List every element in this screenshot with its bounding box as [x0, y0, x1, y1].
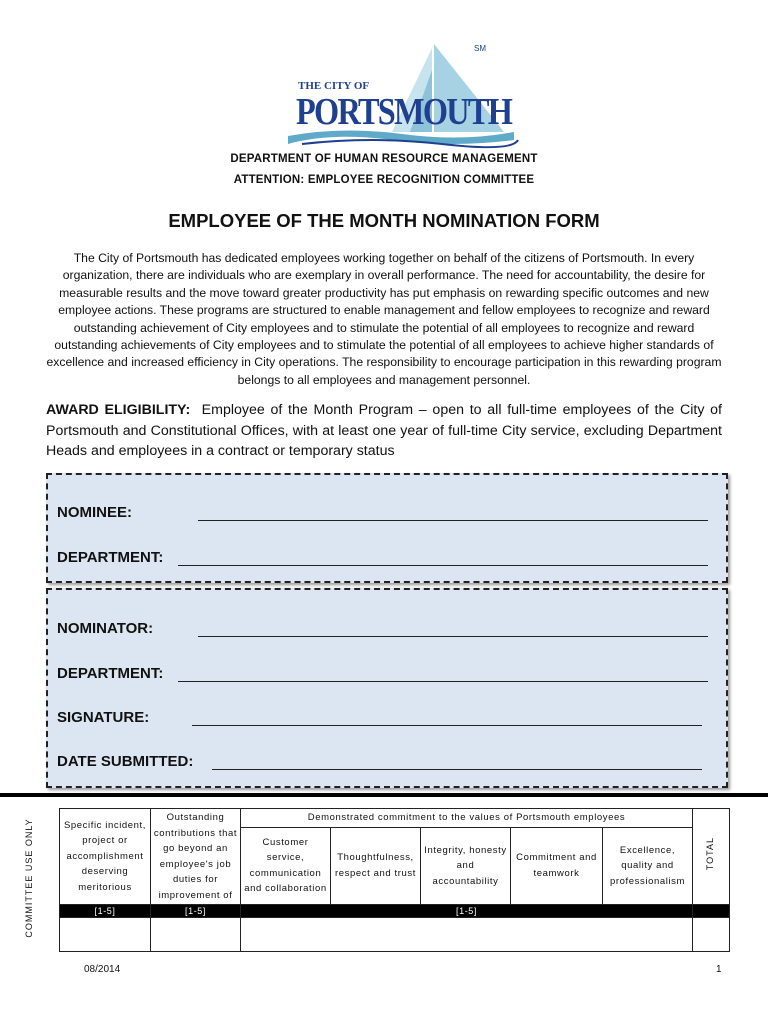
score-cell-contributions[interactable] [151, 918, 241, 952]
section-divider [0, 793, 768, 797]
page-title: EMPLOYEE OF THE MONTH NOMINATION FORM [168, 210, 600, 231]
attention-header: ATTENTION: EMPLOYEE RECOGNITION COMMITTEE [233, 174, 535, 186]
nominator-department-field[interactable] [178, 681, 708, 682]
nominee-panel [46, 473, 728, 583]
intro-paragraph: The City of Portsmouth has dedicated employees working together on behalf of the citizens of Portsmouth. In every organization, there are individuals who are exemplary in overall performance. The need for accountability, the desire for measurable results and the move toward greater productivity has put emphasis on rewarding specific outcomes and new employee actions. These programs are structured to enable management and fellow employees to recognize and reward outstanding achievement of City employees and to stimulate the potential of all employees to recognize and reward outstanding achievements of City employees and to stimulate the potential of all employees to achieve higher standards of excellence and increased efficiency in City operations. The responsibility to encourage participation in this rewarding program belongs to all employees and management personnel. [46, 251, 722, 387]
award-eligibility [46, 400, 722, 462]
header-value-thoughtfulness: Thoughtfulness, respect and trust [331, 827, 421, 904]
score-range-3: [1-5] [241, 905, 693, 918]
signature-label: SIGNATURE: [57, 709, 150, 726]
nominator-field[interactable] [198, 636, 708, 637]
header-specific-incident: Specific incident, project or accomplishment deserving meritorious [60, 809, 151, 905]
nominee-label: NOMINEE: [57, 504, 132, 521]
nominee-department-field[interactable] [178, 565, 708, 566]
nominee-field[interactable] [198, 520, 708, 521]
nominator-department-label: DEPARTMENT: [57, 665, 164, 682]
date-submitted-field[interactable] [212, 769, 702, 770]
eligibility-label: AWARD ELIGIBILITY: [46, 402, 191, 418]
score-cell-specific-incident[interactable] [60, 918, 151, 952]
score-range-2: [1-5] [151, 905, 241, 918]
score-range-total [693, 905, 730, 918]
score-cell-total[interactable] [693, 918, 730, 952]
logo-line2: PORTSMOUTH [296, 91, 512, 133]
eligibility-text: Employee of the Month Program – open to all full-time employees of the City of Portsmouth and Constitutional Offices, with at least one year of full-time City service, excluding Department Heads and employees in a contract or temporary status [46, 402, 722, 459]
footer-date: 08/2014 [84, 964, 121, 975]
logo-line1: THE CITY OF [298, 80, 370, 92]
nominator-label: NOMINATOR: [57, 620, 154, 637]
header-outstanding-contributions: Outstanding contributions that go beyond an employee's job duties for improvement of [151, 809, 241, 905]
total-label: TOTAL [705, 837, 716, 871]
committee-scoring-table [59, 808, 730, 952]
date-submitted-label: DATE SUBMITTED: [57, 753, 194, 770]
score-cell-values[interactable] [241, 918, 693, 952]
page-number: 1 [716, 964, 722, 975]
committee-use-text: COMMITTEE USE ONLY [24, 817, 34, 938]
score-range-1: [1-5] [60, 905, 151, 918]
nominator-panel [46, 588, 728, 788]
header-value-excellence: Excellence, quality and professionalism [603, 827, 693, 904]
header-total [693, 809, 730, 905]
city-logo [282, 40, 522, 152]
committee-use-label [14, 800, 44, 955]
nominee-department-label: DEPARTMENT: [57, 549, 164, 566]
service-mark: SM [474, 44, 486, 53]
header-value-commitment: Commitment and teamwork [511, 827, 603, 904]
header-values: Demonstrated commitment to the values of Portsmouth employees [241, 809, 693, 828]
header-value-customer-service: Customer service, communication and collaboration [241, 827, 331, 904]
signature-field[interactable] [192, 725, 702, 726]
header-value-integrity: Integrity, honesty and accountability [421, 827, 511, 904]
department-header: DEPARTMENT OF HUMAN RESOURCE MANAGEMENT [230, 153, 538, 165]
